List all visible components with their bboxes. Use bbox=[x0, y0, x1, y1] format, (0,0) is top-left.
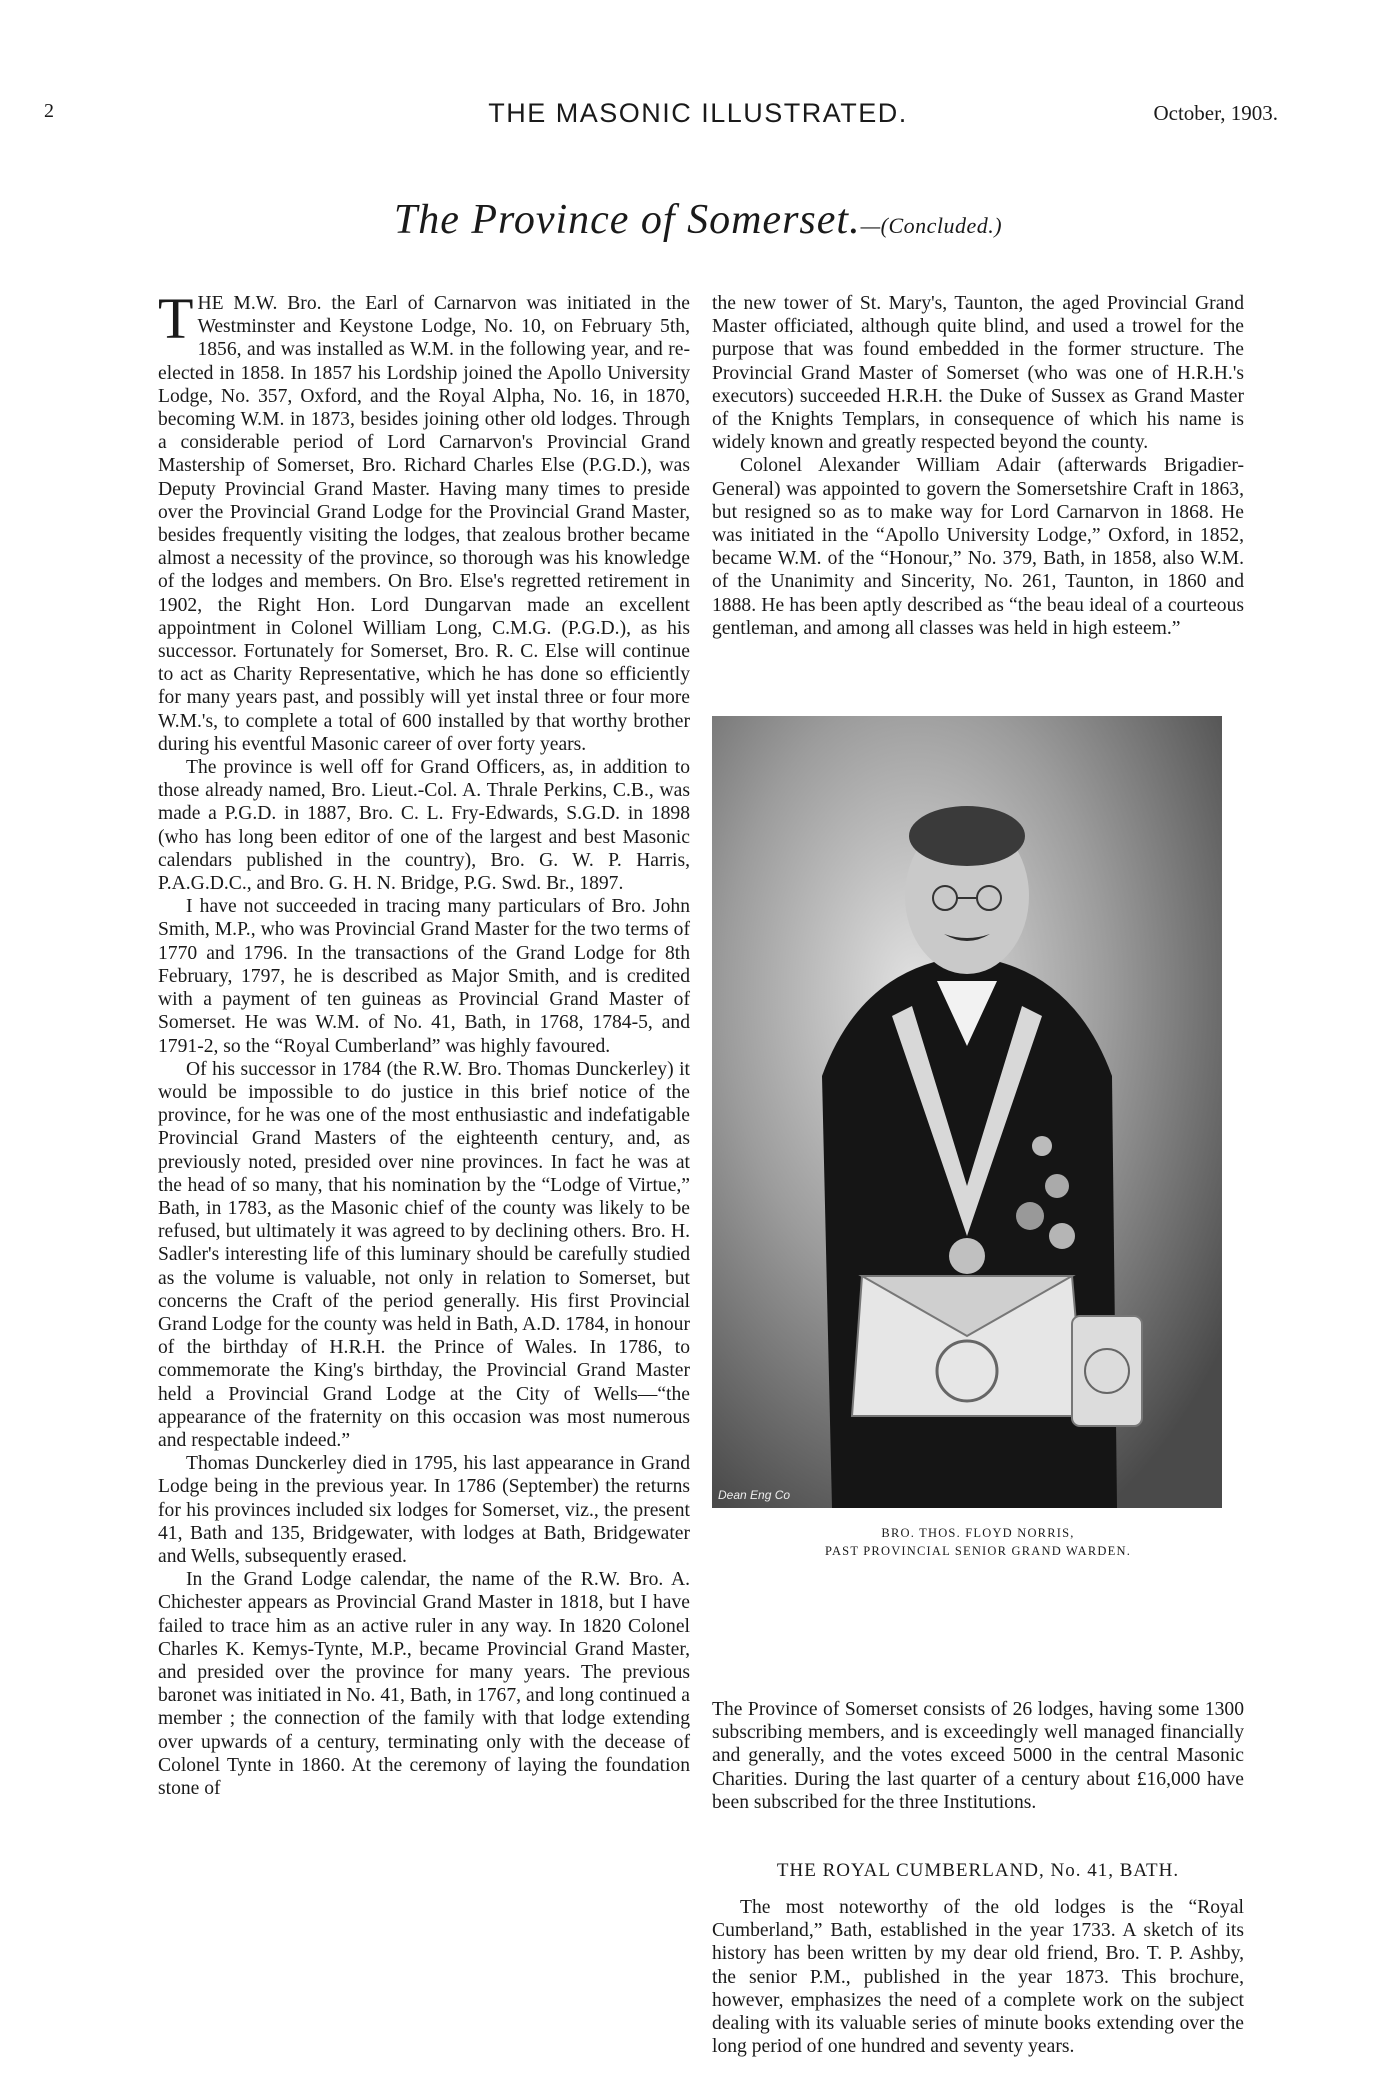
running-head: THE MASONIC ILLUSTRATED. bbox=[488, 98, 908, 128]
issue-date: October, 1903. bbox=[1153, 101, 1278, 125]
paragraph: The Province of Somerset consists of 26 lodges, having some 1300 subscribing members, and is exceedingly well managed financially and generally, and the votes exceed 5000 in the central Masonic Charities. During the last quarter of a century about £16,000 have been subscribed for the three Institutions. bbox=[712, 1699, 1244, 1813]
page-number: 2 bbox=[44, 100, 54, 122]
caption-line: PAST PROVINCIAL SENIOR GRAND WARDEN. bbox=[824, 1544, 1132, 1558]
paragraph: I have not succeeded in tracing many particulars of Bro. John Smith, M.P., who was Provincial Grand Master for the two terms of 1770 and 1796. In the transactions of the Grand Lodge for 8th February, 1797, he is described as Major Smith, and is credited with a payment of ten guineas as Provincial Grand Master of Somerset. He was W.M. of No. 41, Bath, in 1768, 1784-5, and 1791-2, so the “Royal Cumberland” was highly favoured. bbox=[158, 896, 690, 1057]
paragraph: Of his successor in 1784 (the R.W. Bro. Thomas Dunckerley) it would be impossible to do justice in this brief notice of the province, for he was one of the most enthusiastic and indefatigable Provincial Grand Masters of the eighteenth century, and, as previously noted, presided over nine provinces. In fact he was at the head of so many, that his nomination by the “Lodge of Virtue,” Bath, in 1783, as the Masonic chief of the county was likely to be refused, but ultimately it was agreed to by declining others. Bro. H. Sadler's interesting life of this luminary should be carefully studied as the volume is valuable, not only in relation to Somerset, but concerns the Craft of the period generally. His first Provincial Grand Lodge for the county was held in Bath, A.D. 1784, in honour of the birthday of H.R.H. the Prince of Wales. In 1786, to commemorate the King's birthday, the Provincial Grand Master held a Provincial Grand Lodge at the City of Wells—“the appearance of the fraternity on this occasion was most numerous and respectable indeed.” bbox=[158, 1058, 690, 1451]
paragraph: the new tower of St. Mary's, Taunton, the aged Provincial Grand Master officiated, although quite blind, and used a trowel for the purpose that was found embedded in the former structure. The Provincial Grand Master of Somerset (who was one of H.R.H.'s executors) succeeded H.R.H. the Duke of Sussex as Grand Master of the Knights Templars, in consequence of which his name is widely known and greatly respected beyond the county. bbox=[712, 293, 1244, 454]
photographer-mark: Dean Eng Co bbox=[718, 1488, 791, 1502]
section-heading: THE ROYAL CUMBERLAND, No. 41, BATH. bbox=[776, 1860, 1180, 1881]
article-title bbox=[0, 196, 1396, 244]
paragraph: Thomas Dunckerley died in 1795, his last appearance in Grand Lodge being in the previous year. In 1786 (September) the returns for his provinces included six lodges for Somerset, viz., the present 41, Bath and 135, Bridgewater, with lodges at Bath, Bridgewater and Wells, subsequently erased. bbox=[158, 1453, 690, 1567]
right-column-top bbox=[712, 292, 1244, 640]
right-column-bottom-2 bbox=[712, 1896, 1244, 2058]
portrait-caption bbox=[712, 1524, 1244, 1560]
paragraph: The most noteworthy of the old lodges is the “Royal Cumberland,” Bath, established in the year 1733. A sketch of its history has been written by my dear old friend, Bro. T. P. Ashby, the senior P.M., published in the year 1873. This brochure, however, emphasizes the need of a complete work on the subject dealing with its valuable series of minute books extending over the long period of one hundred and seventy years. bbox=[712, 1897, 1244, 2058]
drop-cap: T bbox=[158, 286, 194, 351]
paragraph: The province is well off for Grand Officers, as, in addition to those already named, Bro. Lieut.-Col. A. Thrale Perkins, C.B., was made a P.G.D. in 1887, Bro. C. L. Fry-Edwards, S.G.D. in 1898 (who has long been editor of one of the largest and best Masonic calendars published in the country), Bro. G. W. P. Harris, P.A.G.D.C., and Bro. G. H. N. Bridge, P.G. Swd. Br., 1897. bbox=[158, 757, 690, 895]
portrait-illustration bbox=[712, 716, 1222, 1508]
paragraph: In the Grand Lodge calendar, the name of the R.W. Bro. A. Chichester appears as Provincial Grand Master in 1818, but I have failed to trace him as an active ruler in any way. In 1820 Colonel Charles K. Kemys-Tynte, M.P., became Provincial Grand Master, and presided over the province for many years. The previous baronet was initiated in No. 41, Bath, in 1767, and long continued a member ; the connection of the family with that lodge extending over upwards of a century, terminating only with the decease of Colonel Tynte in 1860. At the ceremony of laying the foundation stone of bbox=[158, 1569, 690, 1799]
portrait-photo bbox=[712, 716, 1222, 1508]
right-column-bottom bbox=[712, 1698, 1244, 1814]
article-title-suffix: —(Concluded.) bbox=[860, 213, 1003, 238]
paragraph: Colonel Alexander William Adair (afterwards Brigadier-General) was appointed to govern the Somersetshire Craft in 1863, but resigned so as to make way for Lord Carnarvon in 1868. He was initiated in the “Apollo University Lodge,” Oxford, in 1852, became W.M. of the “Honour,” No. 379, Bath, in 1858, also W.M. of the Unanimity and Sincerity, No. 261, Taunton, in 1860 and 1888. He has been aptly described as “the beau ideal of a courteous gentleman, and among all classes was held in high esteem.” bbox=[712, 455, 1244, 639]
paragraph bbox=[158, 286, 690, 756]
paragraph-text: HE M.W. Bro. the Earl of Carnarvon was initiated in the Westminster and Keystone Lodge, No. 10, on February 5th, 1856, and was installed as W.M. in the following year, and re-elected in 1858. In 1857 his Lordship joined the Apollo University Lodge, No. 357, Oxford, and the Royal Alpha, No. 16, in 1870, becoming W.M. in 1873, besides joining other old lodges. Through a considerable period of Lord Carnarvon's Provincial Grand Mastership of Somerset, Bro. Richard Charles Else (P.G.D.), was Deputy Provincial Grand Master. Having many times to preside over the Provincial Grand Lodge for the Provincial Grand Master, besides frequently visiting the lodges, that zealous brother became almost a necessity of the province, so thorough was his knowledge of the lodges and members. On Bro. Else's regretted retirement in 1902, the Right Hon. Lord Dungarvan made an excellent appointment in Colonel William Long, C.M.G. (P.G.D.), as his successor. Fortunately for Somerset, Bro. R. C. Else will continue to act as Charity Representative, which he has done so efficiently for many years past, and possibly will yet instal three or four more W.M.'s, to complete a total of 600 installed by that worthy brother during his eventful Masonic career of over forty years. bbox=[158, 293, 690, 755]
article-title-main: The Province of Somerset. bbox=[393, 197, 861, 243]
left-column bbox=[158, 286, 690, 1800]
caption-line: BRO. THOS. FLOYD NORRIS, bbox=[881, 1526, 1075, 1540]
